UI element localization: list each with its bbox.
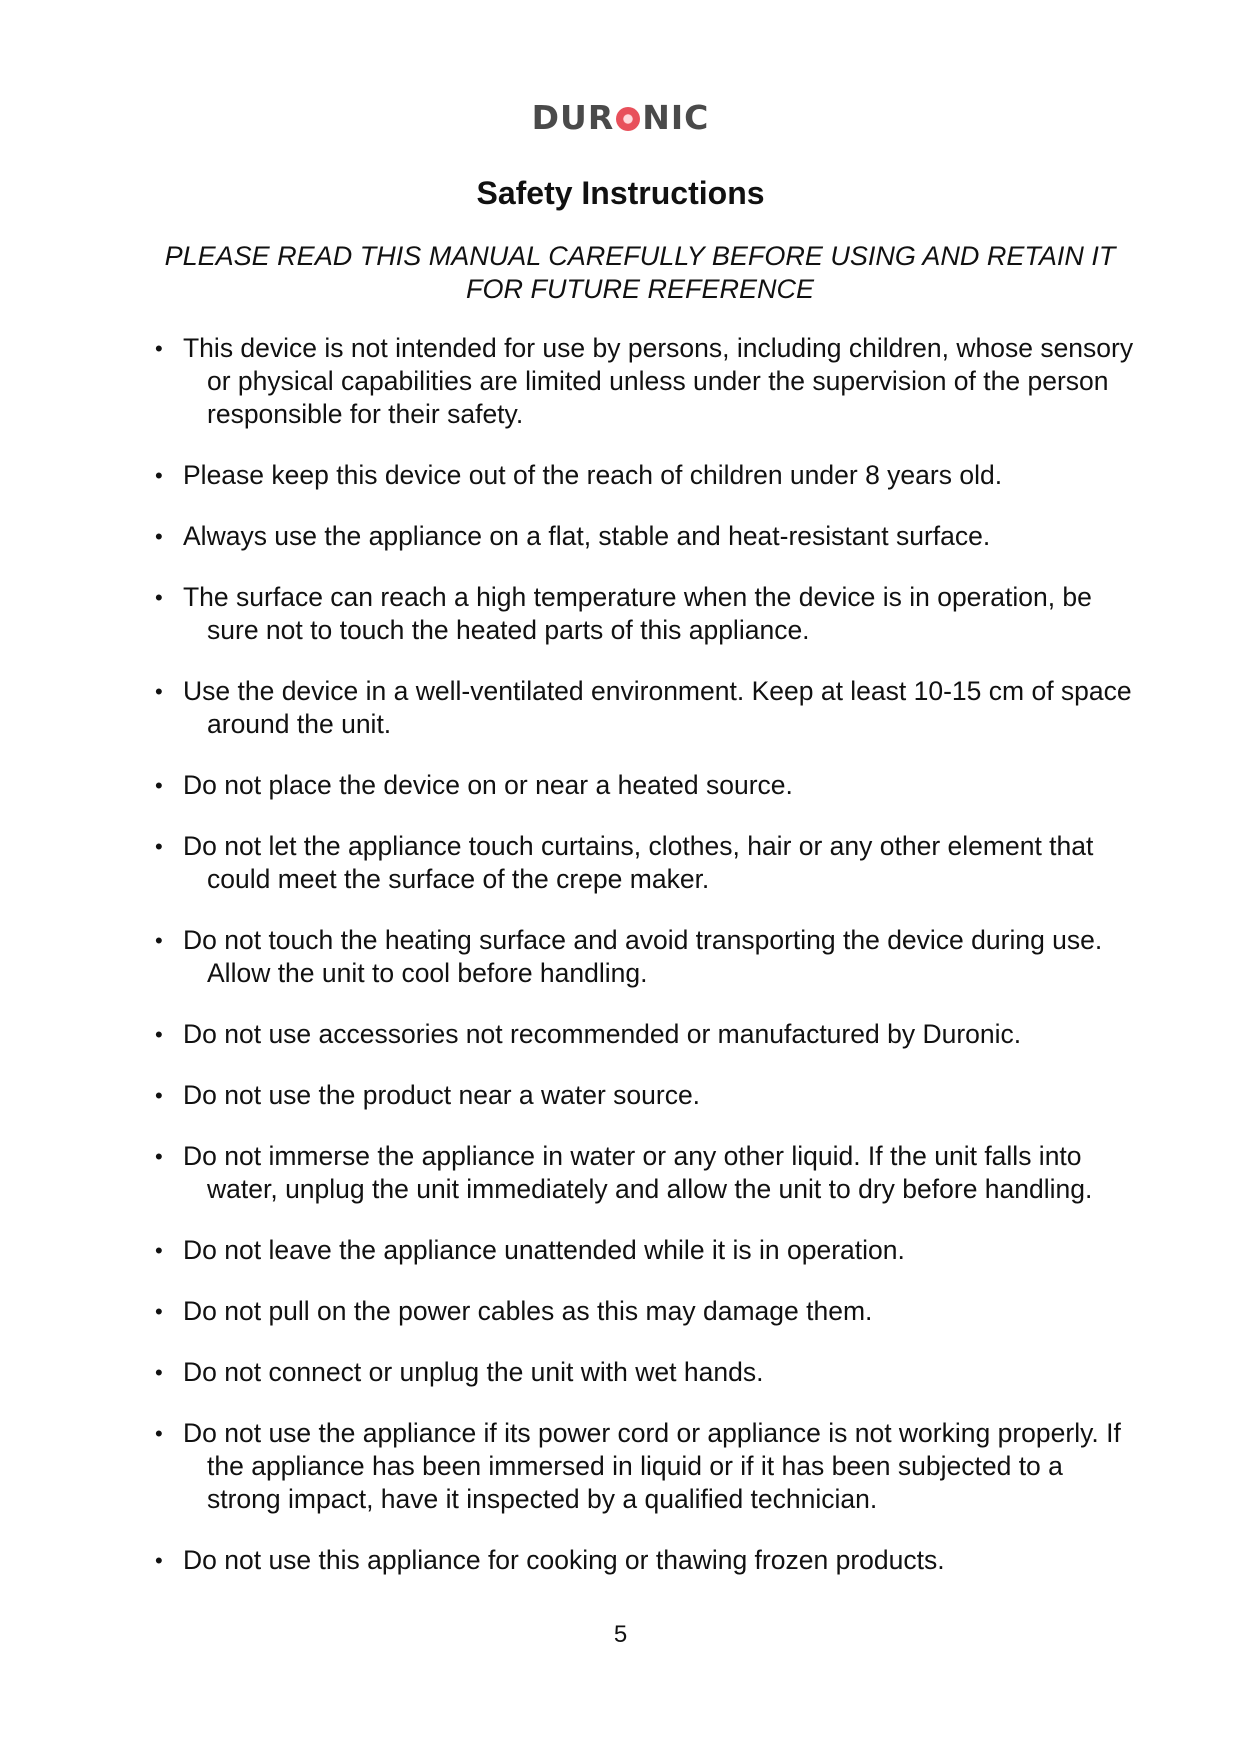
item-text: • Do not use the product near a water source. — [183, 1080, 701, 1110]
item-text: • Please keep this device out of the reach of children under 8 years old. — [183, 460, 1003, 490]
item-text: • Do not use accessories not recommended or manufactured by Duronic. — [183, 1019, 1022, 1049]
item-text: • Do not immerse the appliance in water or any other liquid. If the unit falls into water, unplug the unit immediately and allow the unit to dry before handling. — [183, 1141, 1093, 1204]
logo-text-left: DUR — [531, 98, 615, 137]
list-item — [155, 520, 1135, 553]
manual-notice: PLEASE READ THIS MANUAL CAREFULLY BEFORE USING AND RETAIN IT FOR FUTURE REFERENCE — [164, 241, 1116, 304]
item-text: • Do not leave the appliance unattended while it is in operation. — [183, 1235, 905, 1265]
item-text: • Do not pull on the power cables as this may damage them. — [183, 1296, 873, 1326]
list-item — [155, 581, 1135, 647]
safety-instructions-list — [155, 332, 1135, 1605]
list-item — [155, 1234, 1135, 1267]
list-item — [155, 459, 1135, 492]
list-item — [155, 1356, 1135, 1389]
list-item — [155, 1140, 1135, 1206]
list-item — [155, 769, 1135, 802]
item-text: • This device is not intended for use by persons, including children, whose sensory or physical capabilities are limited unless under the supervision of the person responsible for their safety. — [183, 333, 1134, 429]
item-text: • Do not use the appliance if its power cord or appliance is not working properly. If the appliance has been immersed in liquid or if it has been subjected to a strong impact, have it inspected by a qualified technician. — [183, 1418, 1121, 1514]
page-title: Safety Instructions — [476, 175, 765, 211]
item-text: • Do not touch the heating surface and avoid transporting the device during use. Allow the unit to cool before handling. — [183, 925, 1103, 988]
page-number: 5 — [613, 1621, 628, 1648]
list-item — [155, 830, 1135, 896]
list-item — [155, 332, 1135, 431]
logo-text-right: NIC — [642, 98, 710, 137]
item-text: • Do not let the appliance touch curtains, clothes, hair or any other element that could meet the surface of the crepe maker. — [183, 831, 1094, 894]
item-text: • Do not connect or unplug the unit with wet hands. — [183, 1357, 764, 1387]
brand-logo — [0, 98, 1241, 138]
item-text: • Always use the appliance on a flat, stable and heat-resistant surface. — [183, 521, 991, 551]
logo-o-icon — [616, 107, 640, 131]
item-text: • Do not place the device on or near a heated source. — [183, 770, 793, 800]
item-text: • Use the device in a well-ventilated environment. Keep at least 10-15 cm of space around the unit. — [183, 676, 1132, 739]
item-text: • Do not use this appliance for cooking or thawing frozen products. — [183, 1545, 945, 1575]
list-item — [155, 924, 1135, 990]
item-text: • The surface can reach a high temperature when the device is in operation, be sure not to touch the heated parts of this appliance. — [183, 582, 1092, 645]
list-item — [155, 675, 1135, 741]
list-item — [155, 1295, 1135, 1328]
list-item — [155, 1544, 1135, 1577]
list-item — [155, 1079, 1135, 1112]
list-item — [155, 1018, 1135, 1051]
list-item — [155, 1417, 1135, 1516]
